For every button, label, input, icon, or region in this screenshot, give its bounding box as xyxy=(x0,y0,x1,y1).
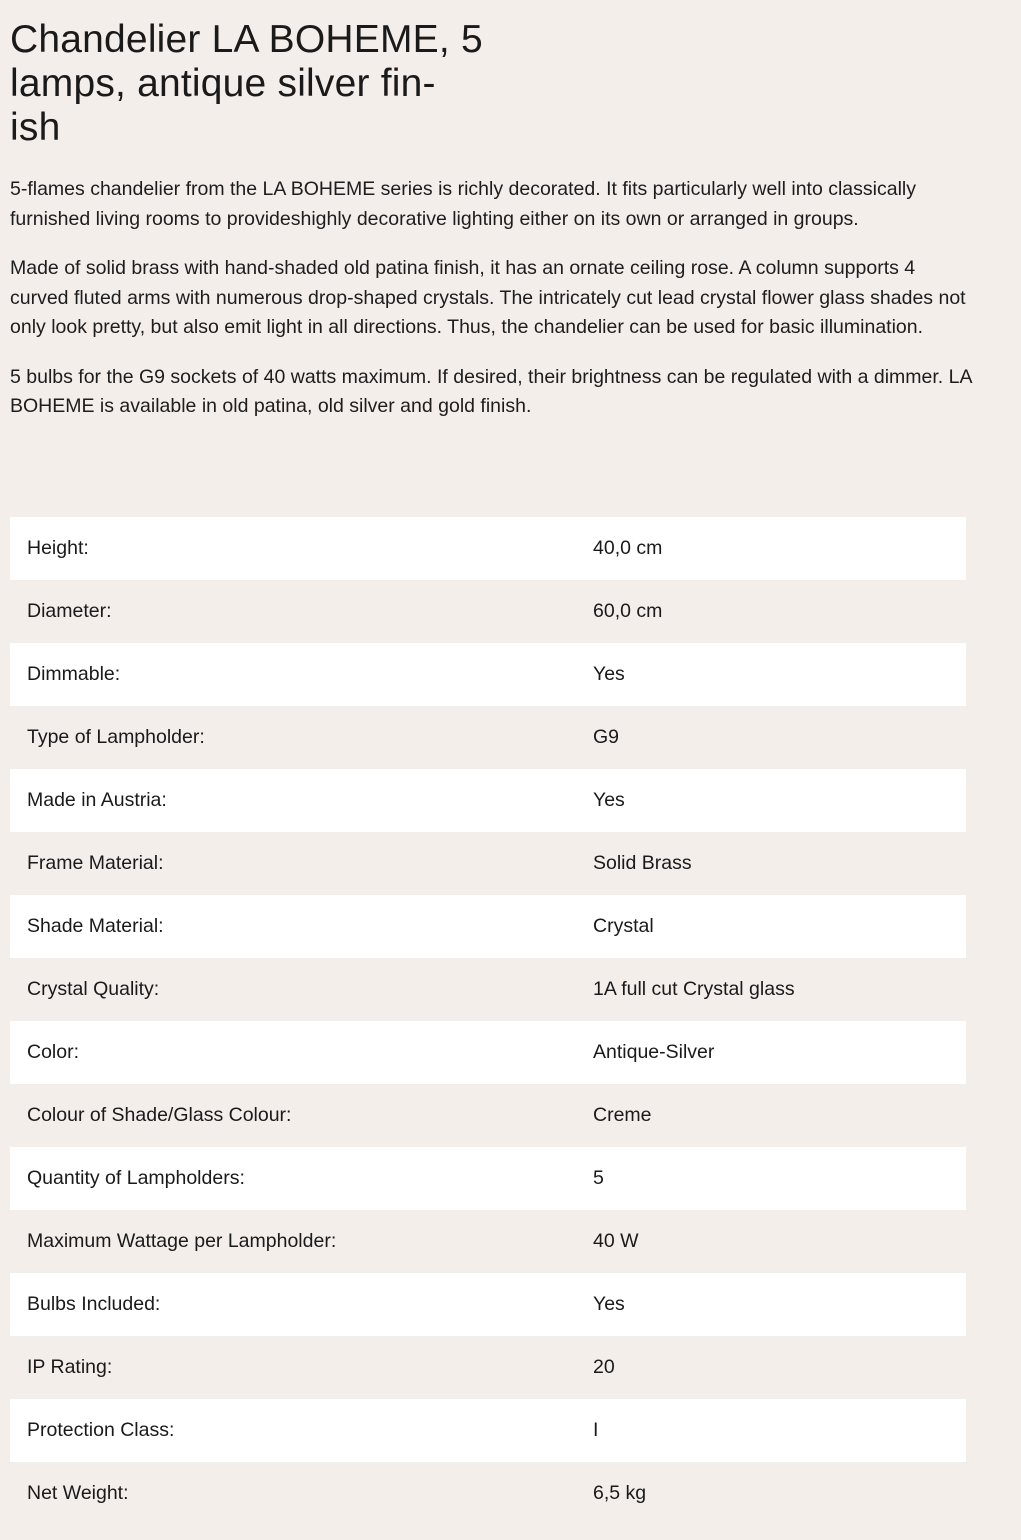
spec-label: Net Weight: xyxy=(27,1482,129,1504)
spec-label: Height: xyxy=(27,537,89,559)
spec-row-bulbs-included xyxy=(10,1273,966,1336)
spec-row-color xyxy=(10,1021,966,1084)
spec-value: Yes xyxy=(593,1293,625,1315)
spec-value: Crystal xyxy=(593,915,654,937)
spec-value: 5 xyxy=(593,1167,604,1189)
product-title-line: Chandelier LA BOHEME, 5 xyxy=(10,18,483,61)
spec-row-crystal-quality xyxy=(10,958,966,1021)
spec-row-frame-material xyxy=(10,832,966,895)
spec-value: 1A full cut Crystal glass xyxy=(593,978,795,1000)
spec-value: 40,0 cm xyxy=(593,537,663,559)
spec-label: IP Rating: xyxy=(27,1356,113,1378)
spec-label: Colour of Shade/Glass Colour: xyxy=(27,1104,292,1126)
spec-row-shade-colour xyxy=(10,1084,966,1147)
spec-value: 6,5 kg xyxy=(593,1482,647,1504)
product-title-line: lamps, antique silver fin- xyxy=(10,62,436,105)
spec-label: Color: xyxy=(27,1041,80,1063)
spec-label: Frame Material: xyxy=(27,852,164,874)
description-paragraph: 5 bulbs for the G9 sockets of 40 watts maximum. If desired, their brightness can be regulated with a dimmer. LA BOHEME is available in old patina, old silver and gold finish. xyxy=(10,365,972,417)
spec-label: Crystal Quality: xyxy=(27,978,160,1000)
spec-value: 20 xyxy=(593,1356,615,1378)
spec-value: I xyxy=(593,1419,599,1441)
spec-label: Type of Lampholder: xyxy=(27,726,205,748)
spec-value: 60,0 cm xyxy=(593,600,663,622)
spec-label: Made in Austria: xyxy=(27,789,167,811)
spec-label: Protection Class: xyxy=(27,1419,175,1441)
spec-label: Maximum Wattage per Lampholder: xyxy=(27,1230,337,1252)
spec-value: Yes xyxy=(593,663,625,685)
spec-row-ip-rating xyxy=(10,1336,966,1399)
spec-label: Diameter: xyxy=(27,600,112,622)
description-paragraph: Made of solid brass with hand-shaded old patina finish, it has an ornate ceiling rose. A column supports 4 curved fluted arms with numerous drop-shaped crystals. The intricately cut lead crystal flower glass shades not only look pretty, but also emit light in all directions. Thus, the chandelier can be used for basic illumination. xyxy=(10,257,966,338)
spec-row-lampholder-type xyxy=(10,706,966,769)
spec-value: Yes xyxy=(593,789,625,811)
spec-row-max-wattage xyxy=(10,1210,966,1273)
spec-value: G9 xyxy=(593,726,620,748)
spec-value: Creme xyxy=(593,1104,652,1126)
spec-value: 40 W xyxy=(593,1230,639,1252)
specifications-table xyxy=(10,517,966,1525)
spec-row-protection-class xyxy=(10,1399,966,1462)
spec-label: Dimmable: xyxy=(27,663,121,685)
spec-label: Quantity of Lampholders: xyxy=(27,1167,245,1189)
spec-row-dimmable xyxy=(10,643,966,706)
spec-row-shade-material xyxy=(10,895,966,958)
spec-label: Bulbs Included: xyxy=(27,1293,161,1315)
spec-row-net-weight xyxy=(10,1462,966,1525)
spec-row-height xyxy=(10,517,966,580)
product-description xyxy=(10,175,975,442)
spec-value: Solid Brass xyxy=(593,852,692,874)
spec-row-diameter xyxy=(10,580,966,643)
product-title-line: ish xyxy=(10,106,61,149)
spec-label: Shade Material: xyxy=(27,915,164,937)
description-paragraph: 5-flames chandelier from the LA BOHEME series is richly decorated. It fits particularly well into classically furnished living rooms to provideshighly decorative lighting either on its own or arranged in groups. xyxy=(10,178,916,230)
spec-row-lampholder-quantity xyxy=(10,1147,966,1210)
spec-value: Antique-Silver xyxy=(593,1041,715,1063)
spec-row-made-in-austria xyxy=(10,769,966,832)
product-title xyxy=(10,18,510,150)
